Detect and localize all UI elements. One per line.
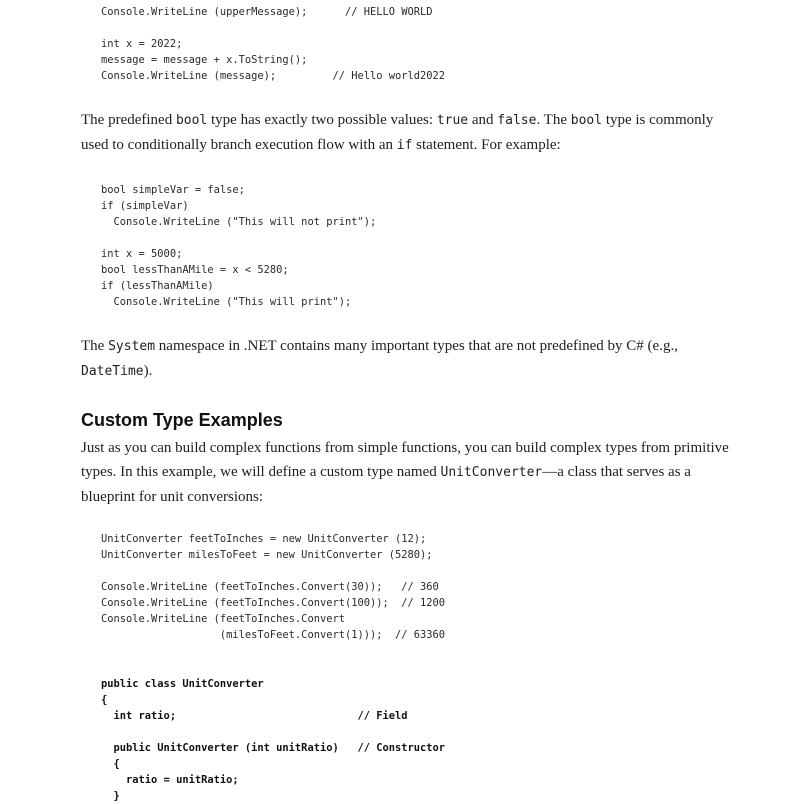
code-line: Console.WriteLine ("This will not print");	[101, 216, 377, 228]
code-line: {	[101, 694, 108, 706]
section-heading: Custom Type Examples	[81, 410, 283, 430]
code-block-unit-converter-class	[101, 676, 445, 804]
inline-code: bool	[175, 113, 208, 128]
inline-code: if	[396, 138, 413, 153]
inline-code: System	[108, 339, 156, 354]
code-block-unit-converter-usage	[101, 531, 445, 643]
code-line: public class UnitConverter	[101, 678, 264, 690]
code-line	[101, 20, 445, 36]
code-line: bool simpleVar = false;	[101, 184, 245, 196]
bool-type-paragraph: The predefined bool type has exactly two possible values: true and false. The bool type is commonly used to conditionally branch execution flow with an if statement. For example:	[81, 112, 714, 153]
code-line: Console.WriteLine (feetToInches.Convert(30)); // 360	[101, 581, 439, 593]
code-line: }	[101, 790, 120, 802]
code-line: int x = 2022;	[101, 38, 183, 50]
code-line: Console.WriteLine (feetToInches.Convert(100)); // 1200	[101, 597, 446, 609]
code-line: {	[101, 758, 120, 770]
code-block-string-concat	[101, 4, 445, 84]
inline-code: DateTime	[81, 364, 144, 379]
code-line: message = message + x.ToString();	[101, 54, 308, 66]
code-line	[101, 724, 445, 740]
custom-types-paragraph: Just as you can build complex functions from simple functions, you can build complex types from primitive types. In this example, we will define a custom type named UnitConverter—a class that serves as a blueprint for unit conversions:	[81, 440, 729, 505]
code-line: Console.WriteLine ("This will print");	[101, 296, 352, 308]
code-line: if (lessThanAMile)	[101, 280, 214, 292]
code-block-bool-example	[101, 182, 376, 310]
code-line: bool lessThanAMile = x < 5280;	[101, 264, 289, 276]
code-line: int x = 5000;	[101, 248, 183, 260]
code-line: Console.WriteLine (upperMessage); // HELLO WORLD	[101, 6, 433, 18]
code-line: ratio = unitRatio;	[101, 774, 239, 786]
code-line: public UnitConverter (int unitRatio) // Constructor	[101, 742, 446, 754]
code-line: UnitConverter milesToFeet = new UnitConverter (5280);	[101, 549, 433, 561]
code-line: UnitConverter feetToInches = new UnitConverter (12);	[101, 533, 427, 545]
inline-code: false	[497, 113, 537, 128]
code-line: (milesToFeet.Convert(1))); // 63360	[101, 629, 446, 641]
code-line	[101, 230, 376, 246]
code-line: int ratio; // Field	[101, 710, 408, 722]
code-line	[101, 563, 445, 579]
inline-code: bool	[570, 113, 603, 128]
code-line: if (simpleVar)	[101, 200, 189, 212]
code-line: Console.WriteLine (message); // Hello world2022	[101, 70, 446, 82]
inline-code: true	[436, 113, 469, 128]
code-line: Console.WriteLine (feetToInches.Convert	[101, 613, 345, 625]
system-namespace-paragraph: The System namespace in .NET contains many important types that are not predefined by C# (e.g., DateTime).	[81, 338, 678, 379]
inline-code: UnitConverter	[440, 465, 543, 480]
